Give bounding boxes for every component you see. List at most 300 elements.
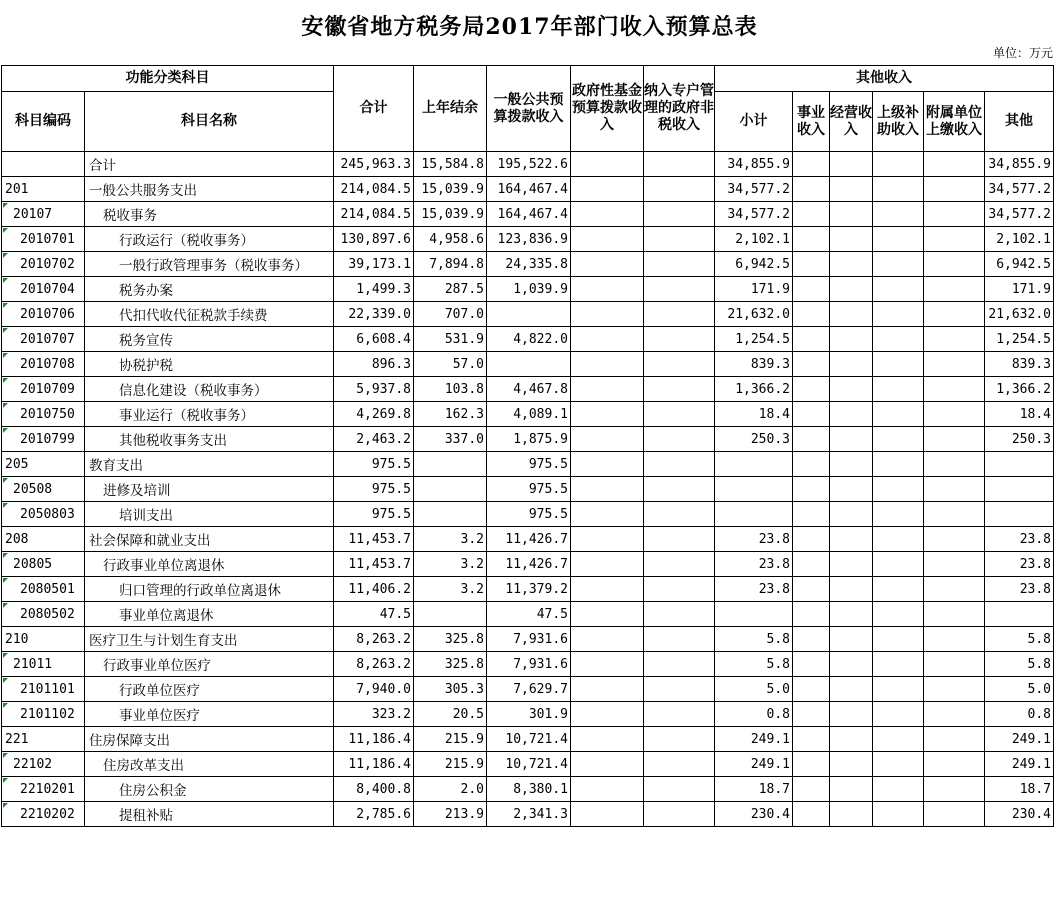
cell-general: 7,931.6 xyxy=(487,652,571,677)
cell-code: 201 xyxy=(2,177,85,202)
cell-carryover: 57.0 xyxy=(414,352,487,377)
cell-empty xyxy=(830,602,873,627)
cell-general: 975.5 xyxy=(487,502,571,527)
cell-total: 245,963.3 xyxy=(334,152,414,177)
cell-other: 230.4 xyxy=(985,802,1054,827)
cell-empty xyxy=(571,227,644,252)
cell-empty xyxy=(873,252,924,277)
cell-carryover: 215.9 xyxy=(414,727,487,752)
cell-empty xyxy=(873,452,924,477)
table-row xyxy=(2,252,1054,277)
header-carryover: 上年结余 xyxy=(414,66,487,152)
cell-other: 23.8 xyxy=(985,577,1054,602)
cell-empty xyxy=(873,202,924,227)
cell-empty xyxy=(924,402,985,427)
cell-subtotal: 34,577.2 xyxy=(715,202,793,227)
cell-code: 20508 xyxy=(2,477,85,502)
cell-name: 行政事业单位离退休 xyxy=(85,552,334,577)
cell-empty xyxy=(873,427,924,452)
cell-other: 34,577.2 xyxy=(985,177,1054,202)
cell-carryover: 3.2 xyxy=(414,552,487,577)
cell-empty xyxy=(924,627,985,652)
cell-empty xyxy=(571,302,644,327)
cell-empty xyxy=(830,277,873,302)
cell-name: 培训支出 xyxy=(85,502,334,527)
cell-total: 8,400.8 xyxy=(334,777,414,802)
cell-name: 一般公共服务支出 xyxy=(85,177,334,202)
cell-name: 归口管理的行政单位离退休 xyxy=(85,577,334,602)
cell-subtotal: 1,366.2 xyxy=(715,377,793,402)
cell-empty xyxy=(924,202,985,227)
table-row xyxy=(2,377,1054,402)
cell-general: 11,426.7 xyxy=(487,552,571,577)
table-row xyxy=(2,402,1054,427)
cell-subtotal xyxy=(715,477,793,502)
cell-empty xyxy=(571,452,644,477)
cell-carryover: 3.2 xyxy=(414,577,487,602)
cell-empty xyxy=(924,377,985,402)
cell-empty xyxy=(793,677,830,702)
cell-name: 其他税收事务支出 xyxy=(85,427,334,452)
cell-empty xyxy=(644,427,715,452)
cell-empty xyxy=(830,452,873,477)
cell-other: 6,942.5 xyxy=(985,252,1054,277)
cell-carryover: 2.0 xyxy=(414,777,487,802)
cell-carryover xyxy=(414,502,487,527)
header-subtotal: 小计 xyxy=(715,92,793,152)
cell-subtotal: 1,254.5 xyxy=(715,327,793,352)
cell-empty xyxy=(830,402,873,427)
cell-code: 208 xyxy=(2,527,85,552)
cell-empty xyxy=(571,777,644,802)
table-row xyxy=(2,302,1054,327)
table-row xyxy=(2,352,1054,377)
cell-empty xyxy=(830,152,873,177)
cell-code: 2010708 xyxy=(2,352,85,377)
cell-name: 事业单位医疗 xyxy=(85,702,334,727)
cell-subtotal: 18.7 xyxy=(715,777,793,802)
cell-empty xyxy=(571,352,644,377)
cell-code: 2010701 xyxy=(2,227,85,252)
cell-empty xyxy=(793,652,830,677)
cell-empty xyxy=(793,627,830,652)
cell-empty xyxy=(873,377,924,402)
cell-empty xyxy=(873,552,924,577)
cell-empty xyxy=(873,177,924,202)
cell-subtotal: 171.9 xyxy=(715,277,793,302)
cell-empty xyxy=(924,302,985,327)
cell-other xyxy=(985,452,1054,477)
cell-code: 22102 xyxy=(2,752,85,777)
cell-empty xyxy=(873,527,924,552)
cell-code: 2210202 xyxy=(2,802,85,827)
cell-total: 8,263.2 xyxy=(334,652,414,677)
table-row xyxy=(2,777,1054,802)
cell-subtotal: 249.1 xyxy=(715,727,793,752)
cell-empty xyxy=(830,302,873,327)
cell-other: 34,577.2 xyxy=(985,202,1054,227)
cell-general: 4,822.0 xyxy=(487,327,571,352)
cell-empty xyxy=(644,702,715,727)
cell-name: 提租补贴 xyxy=(85,802,334,827)
cell-empty xyxy=(793,452,830,477)
cell-name: 住房公积金 xyxy=(85,777,334,802)
cell-general: 2,341.3 xyxy=(487,802,571,827)
cell-other: 18.4 xyxy=(985,402,1054,427)
cell-empty xyxy=(644,727,715,752)
table-row xyxy=(2,452,1054,477)
cell-name: 一般行政管理事务（税收事务） xyxy=(85,252,334,277)
cell-carryover: 531.9 xyxy=(414,327,487,352)
cell-empty xyxy=(873,802,924,827)
cell-carryover: 325.8 xyxy=(414,652,487,677)
cell-total: 11,453.7 xyxy=(334,552,414,577)
cell-empty xyxy=(571,752,644,777)
cell-subtotal: 839.3 xyxy=(715,352,793,377)
cell-other: 0.8 xyxy=(985,702,1054,727)
cell-empty xyxy=(571,502,644,527)
cell-empty xyxy=(924,277,985,302)
cell-total: 4,269.8 xyxy=(334,402,414,427)
cell-empty xyxy=(571,577,644,602)
cell-name: 住房改革支出 xyxy=(85,752,334,777)
cell-empty xyxy=(571,552,644,577)
cell-subtotal: 18.4 xyxy=(715,402,793,427)
cell-empty xyxy=(571,677,644,702)
cell-other xyxy=(985,477,1054,502)
cell-other: 2,102.1 xyxy=(985,227,1054,252)
cell-general: 164,467.4 xyxy=(487,202,571,227)
cell-total: 2,463.2 xyxy=(334,427,414,452)
cell-empty xyxy=(924,652,985,677)
cell-other: 21,632.0 xyxy=(985,302,1054,327)
cell-subtotal: 23.8 xyxy=(715,577,793,602)
cell-total: 1,499.3 xyxy=(334,277,414,302)
cell-subtotal: 34,855.9 xyxy=(715,152,793,177)
cell-empty xyxy=(873,752,924,777)
table-row xyxy=(2,427,1054,452)
cell-empty xyxy=(924,777,985,802)
cell-total: 11,453.7 xyxy=(334,527,414,552)
cell-empty xyxy=(571,727,644,752)
cell-empty xyxy=(644,227,715,252)
cell-subtotal: 0.8 xyxy=(715,702,793,727)
cell-empty xyxy=(924,452,985,477)
cell-empty xyxy=(793,552,830,577)
cell-code: 2080502 xyxy=(2,602,85,627)
cell-general: 11,426.7 xyxy=(487,527,571,552)
cell-total: 6,608.4 xyxy=(334,327,414,352)
cell-total: 11,406.2 xyxy=(334,577,414,602)
cell-general: 4,467.8 xyxy=(487,377,571,402)
cell-carryover: 325.8 xyxy=(414,627,487,652)
cell-subtotal: 21,632.0 xyxy=(715,302,793,327)
cell-total: 975.5 xyxy=(334,452,414,477)
cell-empty xyxy=(793,177,830,202)
cell-empty xyxy=(830,652,873,677)
cell-empty xyxy=(793,802,830,827)
cell-carryover xyxy=(414,602,487,627)
cell-carryover: 287.5 xyxy=(414,277,487,302)
cell-empty xyxy=(830,177,873,202)
cell-empty xyxy=(873,577,924,602)
cell-general: 975.5 xyxy=(487,477,571,502)
cell-empty xyxy=(873,152,924,177)
cell-empty xyxy=(644,402,715,427)
cell-empty xyxy=(793,752,830,777)
cell-general: 4,089.1 xyxy=(487,402,571,427)
cell-empty xyxy=(830,477,873,502)
cell-empty xyxy=(924,552,985,577)
cell-other: 249.1 xyxy=(985,752,1054,777)
cell-carryover: 305.3 xyxy=(414,677,487,702)
cell-total: 39,173.1 xyxy=(334,252,414,277)
cell-empty xyxy=(644,377,715,402)
table-row xyxy=(2,677,1054,702)
cell-empty xyxy=(830,777,873,802)
header-special-nontax: 纳入专户管理的政府非税收入 xyxy=(644,66,715,152)
cell-carryover xyxy=(414,477,487,502)
cell-other: 250.3 xyxy=(985,427,1054,452)
cell-name: 税务办案 xyxy=(85,277,334,302)
cell-empty xyxy=(793,377,830,402)
cell-empty xyxy=(793,327,830,352)
cell-empty xyxy=(644,552,715,577)
cell-empty xyxy=(571,327,644,352)
table-row xyxy=(2,702,1054,727)
table-row xyxy=(2,552,1054,577)
cell-empty xyxy=(830,677,873,702)
cell-total: 896.3 xyxy=(334,352,414,377)
cell-carryover: 103.8 xyxy=(414,377,487,402)
cell-general: 11,379.2 xyxy=(487,577,571,602)
cell-name: 协税护税 xyxy=(85,352,334,377)
cell-empty xyxy=(571,652,644,677)
cell-code: 205 xyxy=(2,452,85,477)
cell-subtotal: 250.3 xyxy=(715,427,793,452)
cell-empty xyxy=(830,802,873,827)
cell-other: 34,855.9 xyxy=(985,152,1054,177)
table-row xyxy=(2,652,1054,677)
cell-name: 行政事业单位医疗 xyxy=(85,652,334,677)
cell-empty xyxy=(644,527,715,552)
cell-other: 23.8 xyxy=(985,552,1054,577)
cell-empty xyxy=(793,602,830,627)
header-name: 科目名称 xyxy=(85,92,334,152)
header-business: 事业收入 xyxy=(793,92,830,152)
cell-code: 21011 xyxy=(2,652,85,677)
cell-carryover: 20.5 xyxy=(414,702,487,727)
cell-empty xyxy=(793,227,830,252)
cell-empty xyxy=(793,152,830,177)
cell-subtotal xyxy=(715,602,793,627)
cell-general: 7,629.7 xyxy=(487,677,571,702)
cell-empty xyxy=(793,427,830,452)
cell-general xyxy=(487,302,571,327)
cell-empty xyxy=(571,252,644,277)
cell-code: 2101101 xyxy=(2,677,85,702)
budget-table xyxy=(1,65,1054,827)
header-gov-fund: 政府性基金预算拨款收入 xyxy=(571,66,644,152)
cell-empty xyxy=(830,577,873,602)
cell-empty xyxy=(571,702,644,727)
cell-name: 事业单位离退休 xyxy=(85,602,334,627)
cell-empty xyxy=(830,727,873,752)
cell-name: 行政单位医疗 xyxy=(85,677,334,702)
cell-empty xyxy=(924,477,985,502)
cell-subtotal: 5.8 xyxy=(715,652,793,677)
cell-name: 进修及培训 xyxy=(85,477,334,502)
header-affiliate: 附属单位上缴收入 xyxy=(924,92,985,152)
cell-general xyxy=(487,352,571,377)
cell-other: 5.0 xyxy=(985,677,1054,702)
cell-subtotal: 249.1 xyxy=(715,752,793,777)
cell-total: 2,785.6 xyxy=(334,802,414,827)
cell-carryover: 337.0 xyxy=(414,427,487,452)
cell-empty xyxy=(924,327,985,352)
cell-empty xyxy=(830,627,873,652)
cell-empty xyxy=(644,652,715,677)
table-row xyxy=(2,477,1054,502)
cell-empty xyxy=(873,402,924,427)
cell-empty xyxy=(571,152,644,177)
cell-empty xyxy=(873,352,924,377)
cell-general: 7,931.6 xyxy=(487,627,571,652)
header-general-budget: 一般公共预算拨款收入 xyxy=(487,66,571,152)
cell-empty xyxy=(571,402,644,427)
table-row xyxy=(2,527,1054,552)
cell-empty xyxy=(873,627,924,652)
header-total: 合计 xyxy=(334,66,414,152)
cell-code: 2080501 xyxy=(2,577,85,602)
cell-name: 医疗卫生与计划生育支出 xyxy=(85,627,334,652)
cell-general: 975.5 xyxy=(487,452,571,477)
table-row xyxy=(2,227,1054,252)
cell-empty xyxy=(924,427,985,452)
cell-carryover: 7,894.8 xyxy=(414,252,487,277)
cell-empty xyxy=(830,552,873,577)
cell-subtotal: 5.0 xyxy=(715,677,793,702)
cell-total: 8,263.2 xyxy=(334,627,414,652)
cell-total: 11,186.4 xyxy=(334,727,414,752)
cell-subtotal xyxy=(715,502,793,527)
cell-empty xyxy=(571,527,644,552)
cell-carryover: 707.0 xyxy=(414,302,487,327)
cell-empty xyxy=(571,802,644,827)
header-operating: 经营收入 xyxy=(830,92,873,152)
cell-total: 11,186.4 xyxy=(334,752,414,777)
cell-empty xyxy=(830,527,873,552)
table-row xyxy=(2,802,1054,827)
cell-other: 249.1 xyxy=(985,727,1054,752)
cell-empty xyxy=(873,502,924,527)
cell-empty xyxy=(924,602,985,627)
cell-empty xyxy=(793,527,830,552)
cell-empty xyxy=(830,202,873,227)
unit-label: 单位：万元 xyxy=(992,46,1053,60)
cell-empty xyxy=(793,477,830,502)
cell-empty xyxy=(924,577,985,602)
table-row xyxy=(2,202,1054,227)
cell-empty xyxy=(644,502,715,527)
cell-empty xyxy=(644,777,715,802)
cell-empty xyxy=(924,752,985,777)
table-row xyxy=(2,177,1054,202)
cell-empty xyxy=(924,802,985,827)
cell-empty xyxy=(644,327,715,352)
cell-empty xyxy=(571,627,644,652)
cell-other: 23.8 xyxy=(985,527,1054,552)
cell-empty xyxy=(924,177,985,202)
cell-empty xyxy=(644,752,715,777)
cell-code: 2010704 xyxy=(2,277,85,302)
cell-subtotal: 2,102.1 xyxy=(715,227,793,252)
cell-empty xyxy=(873,302,924,327)
cell-empty xyxy=(924,227,985,252)
cell-empty xyxy=(830,502,873,527)
cell-empty xyxy=(924,702,985,727)
cell-empty xyxy=(644,252,715,277)
cell-name: 社会保障和就业支出 xyxy=(85,527,334,552)
cell-other: 839.3 xyxy=(985,352,1054,377)
cell-code: 2010706 xyxy=(2,302,85,327)
cell-name: 合计 xyxy=(85,152,334,177)
cell-empty xyxy=(644,452,715,477)
cell-empty xyxy=(873,677,924,702)
cell-total: 22,339.0 xyxy=(334,302,414,327)
cell-carryover: 3.2 xyxy=(414,527,487,552)
header-func-group: 功能分类科目 xyxy=(2,66,334,92)
cell-code: 2010799 xyxy=(2,427,85,452)
cell-empty xyxy=(644,302,715,327)
cell-carryover: 162.3 xyxy=(414,402,487,427)
report-title: 安徽省地方税务局2017年部门收入预算总表 xyxy=(301,14,758,40)
cell-code: 2010702 xyxy=(2,252,85,277)
cell-name: 事业运行（税收事务） xyxy=(85,402,334,427)
cell-subtotal: 230.4 xyxy=(715,802,793,827)
cell-name: 教育支出 xyxy=(85,452,334,477)
cell-empty xyxy=(924,727,985,752)
cell-general: 10,721.4 xyxy=(487,752,571,777)
cell-general: 24,335.8 xyxy=(487,252,571,277)
cell-other xyxy=(985,502,1054,527)
header-other: 其他 xyxy=(985,92,1054,152)
cell-total: 47.5 xyxy=(334,602,414,627)
cell-name: 住房保障支出 xyxy=(85,727,334,752)
cell-carryover: 15,039.9 xyxy=(414,202,487,227)
cell-general: 10,721.4 xyxy=(487,727,571,752)
cell-empty xyxy=(873,277,924,302)
table-row xyxy=(2,502,1054,527)
cell-empty xyxy=(924,152,985,177)
cell-carryover: 15,039.9 xyxy=(414,177,487,202)
cell-code: 2010750 xyxy=(2,402,85,427)
cell-empty xyxy=(644,202,715,227)
cell-empty xyxy=(793,202,830,227)
cell-empty xyxy=(644,177,715,202)
header-subsidy: 上级补助收入 xyxy=(873,92,924,152)
cell-general: 164,467.4 xyxy=(487,177,571,202)
cell-empty xyxy=(793,352,830,377)
cell-code: 2010707 xyxy=(2,327,85,352)
table-row xyxy=(2,327,1054,352)
table-row xyxy=(2,602,1054,627)
table-row xyxy=(2,727,1054,752)
cell-empty xyxy=(873,327,924,352)
cell-empty xyxy=(830,752,873,777)
cell-subtotal: 5.8 xyxy=(715,627,793,652)
cell-total: 214,084.5 xyxy=(334,202,414,227)
